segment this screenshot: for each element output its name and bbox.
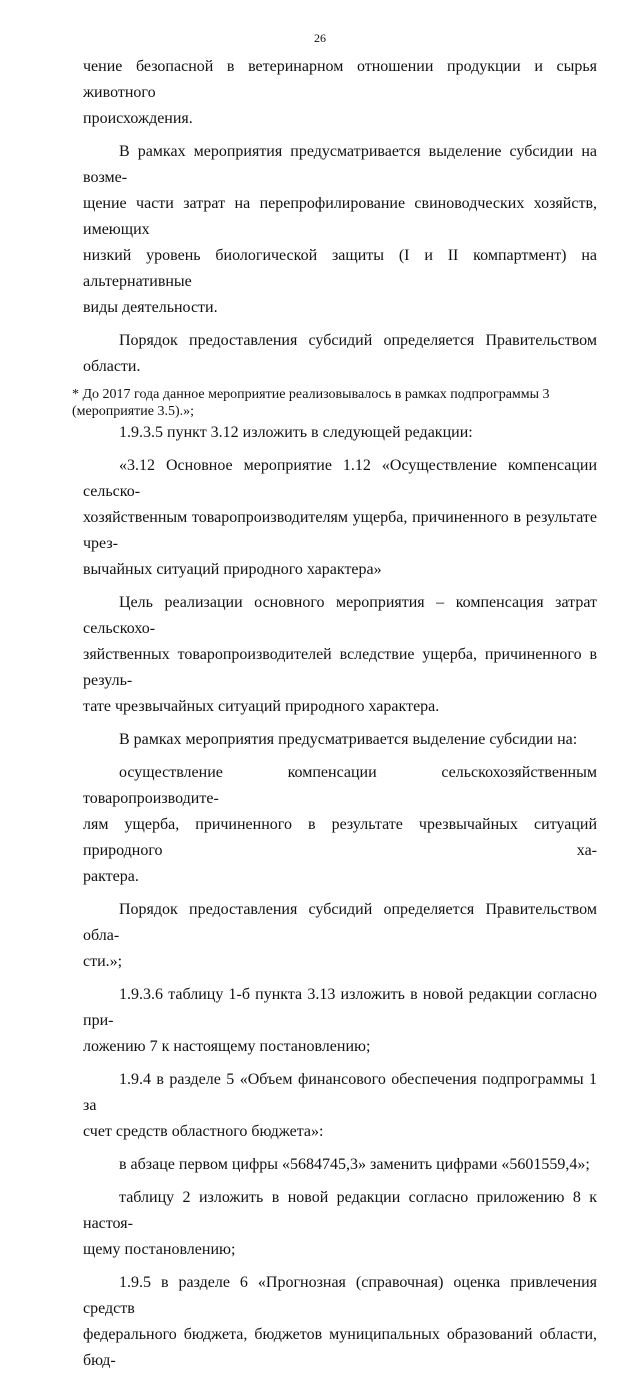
text-line: осуществление компенсации сельскохозяйственным товаропроизводите-	[83, 764, 597, 807]
text-line: щему постановлению;	[83, 1241, 236, 1258]
text-line: низкий уровень биологической защиты (I и II компартмент) на альтернативные	[83, 247, 597, 290]
text-line: 1.9.4 в разделе 5 «Объем финансового обеспечения подпрограммы 1 за	[83, 1071, 597, 1114]
text-line: в абзаце первом цифры «5684745,3» заменить цифрами «5601559,4»;	[119, 1156, 590, 1173]
text-line: «3.12 Основное мероприятие 1.12 «Осуществление компенсации сельско-	[83, 457, 597, 500]
paragraph-figures-replace	[83, 1152, 597, 1178]
text-line: виды деятельности.	[83, 299, 218, 316]
text-line: счет средств областного бюджета»:	[83, 1123, 324, 1140]
paragraph-within-measure	[83, 727, 597, 753]
text-line: ложению 7 к настоящему постановлению;	[83, 1038, 371, 1055]
text-line: таблицу 2 изложить в новой редакции согласно приложению 8 к настоя-	[83, 1189, 597, 1232]
paragraph-3-12-title	[83, 453, 597, 583]
paragraph-subsidy-order	[83, 328, 597, 380]
text-line: Цель реализации основного мероприятия – компенсация затрат сельскохо-	[83, 594, 597, 637]
text-line: рактера.	[83, 868, 139, 885]
paragraph-compensation	[83, 760, 597, 890]
text-line: лям ущерба, причиненного в результате чрезвычайных ситуаций природного ха-	[83, 816, 597, 859]
paragraph-1-9-3-5	[83, 420, 597, 446]
text-line: Порядок предоставления субсидий определяется Правительством области.	[83, 332, 597, 375]
text-line: федерального бюджета, бюджетов муниципальных образований области, бюд-	[83, 1326, 597, 1369]
text-line: происхождения.	[83, 110, 193, 127]
paragraph-continuation	[83, 54, 597, 132]
text-line: В рамках мероприятия предусматривается выделение субсидии на возме-	[83, 143, 597, 186]
text-line: зяйственных товаропроизводителей вследствие ущерба, причиненного в резуль-	[83, 646, 597, 689]
footnote-line: (мероприятие 3.5).»;	[72, 404, 195, 419]
paragraph-1-9-5	[83, 1270, 597, 1374]
paragraph-1-9-3-6	[83, 982, 597, 1060]
page-number: 26	[314, 31, 326, 45]
text-line: Порядок предоставления субсидий определяется Правительством обла-	[83, 901, 597, 944]
paragraph-table-2	[83, 1185, 597, 1263]
text-line: тате чрезвычайных ситуаций природного характера.	[83, 698, 440, 715]
text-line: вычайных ситуаций природного характера»	[83, 561, 382, 578]
footnote-line: * До 2017 года данное мероприятие реализовывалось в рамках подпрограммы 3	[72, 387, 550, 402]
paragraph-order-region	[83, 897, 597, 975]
text-line: В рамках мероприятия предусматривается выделение субсидии на:	[119, 731, 578, 748]
text-line: чение безопасной в ветеринарном отношении продукции и сырья животного	[83, 58, 597, 101]
text-line: сти.»;	[83, 953, 123, 970]
document-body	[72, 54, 597, 1374]
text-line: 1.9.5 в разделе 6 «Прогнозная (справочная) оценка привлечения средств	[83, 1274, 597, 1317]
text-line: 1.9.3.6 таблицу 1-б пункта 3.13 изложить в новой редакции согласно при-	[83, 986, 597, 1029]
footnote	[72, 386, 597, 420]
paragraph-subsidy-repurposing	[83, 139, 597, 321]
paragraph-goal	[83, 590, 597, 720]
text-line: щение части затрат на перепрофилирование свиноводческих хозяйств, имеющих	[83, 195, 597, 238]
paragraph-1-9-4	[83, 1067, 597, 1145]
text-line: 1.9.3.5 пункт 3.12 изложить в следующей редакции:	[119, 424, 473, 441]
text-line: хозяйственным товаропроизводителям ущерба, причиненного в результате чрез-	[83, 509, 597, 552]
